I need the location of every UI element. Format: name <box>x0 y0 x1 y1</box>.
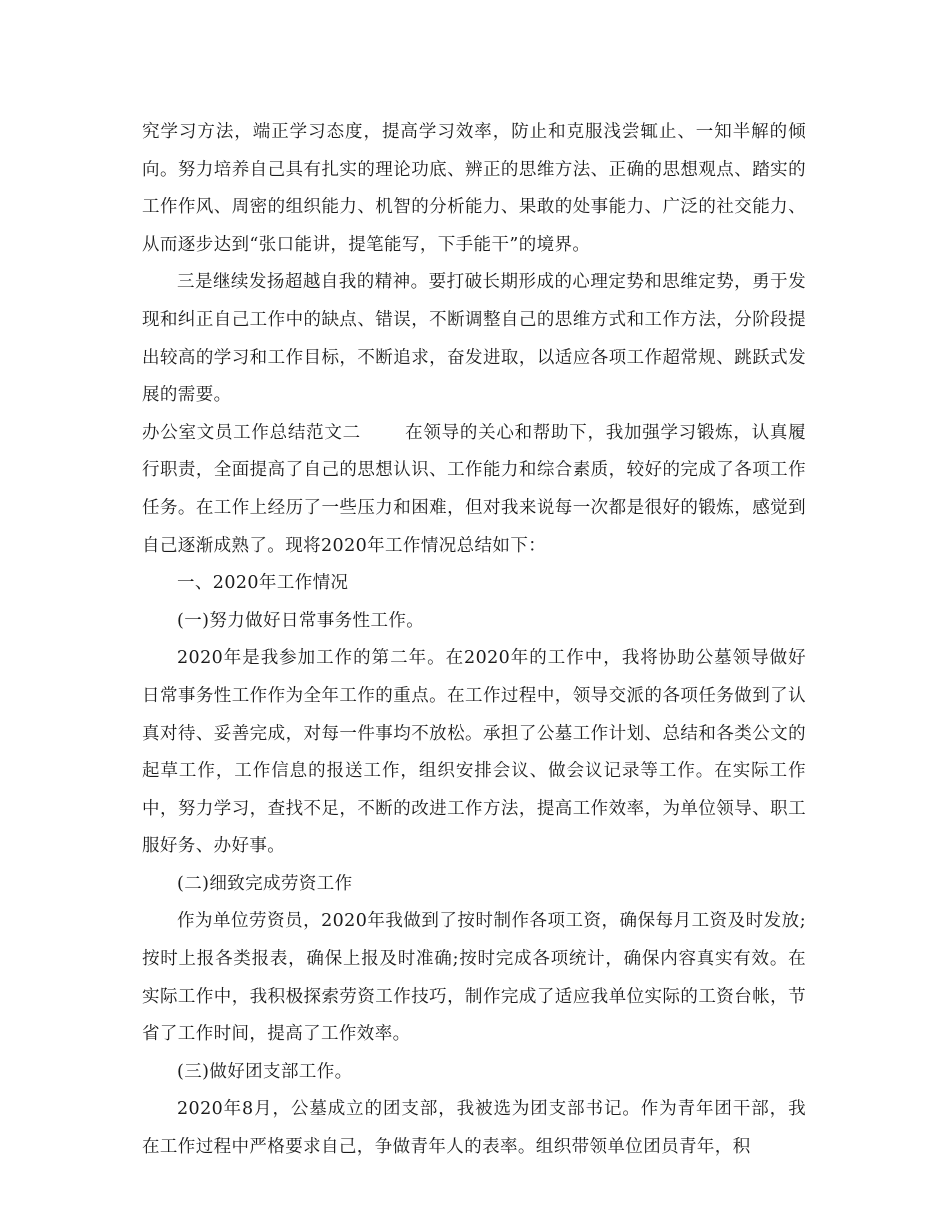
paragraph-payroll: 作为单位劳资员，2020年我做到了按时制作各项工资，确保每月工资及时发放;按时上报各类报表，确保上报及时准确;按时完成各项统计，确保内容真实有效。在实际工作中，我积极探索劳资工作技巧，制作完成了适应我单位实际的工资台帐，节省了工作时间，提高了工作效率。 <box>142 911 806 1045</box>
section-intro: 在领导的关心和帮助下，我加强学习锻炼，认真履行职责，全面提高了自己的思想认识、工作能力和综合素质，较好的完成了各项工作任务。在工作上经历了一些压力和困难，但对我来说每一次都是很好的锻炼，感觉到自己逐渐成熟了。现将2020年工作情况总结如下： <box>142 422 806 556</box>
heading-work-status: 一、2020年工作情况 <box>177 573 349 594</box>
subheading-payroll: (二)细致完成劳资工作 <box>177 873 353 894</box>
document-page <box>142 114 806 1167</box>
subheading-youth-league: (三)做好团支部工作。 <box>177 1061 353 1082</box>
section-heading: 办公室文员工作总结范文二 <box>142 422 361 443</box>
paragraph-daily-work: 2020年是我参加工作的第二年。在2020年的工作中，我将协助公墓领导做好日常事务性工作作为全年工作的重点。在工作过程中，领导交派的各项任务做到了认真对待、妥善完成，对每一件事均不放松。承担了公墓工作计划、总结和各类公文的起草工作，工作信息的报送工作，组织安排会议、做会议记录等工作。在实际工作中，努力学习，查找不足，不断的改进工作方法，提高工作效率，为单位领导、职工服好务、办好事。 <box>142 648 806 857</box>
paragraph-self-surpass: 三是继续发扬超越自我的精神。要打破长期形成的心理定势和思维定势，勇于发现和纠正自己工作中的缺点、错误，不断调整自己的思维方式和工作方法，分阶段提出较高的学习和工作目标，不断追求，奋发进取，以适应各项工作超常规、跳跃式发展的需要。 <box>142 272 806 406</box>
subheading-daily-work: (一)努力做好日常事务性工作。 <box>177 610 425 631</box>
paragraph-study-methods: 究学习方法，端正学习态度，提高学习效率，防止和克服浅尝辄止、一知半解的倾向。努力培养自己具有扎实的理论功底、辨正的思维方法、正确的思想观点、踏实的工作作风、周密的组织能力、机智的分析能力、果敢的处事能力、广泛的社交能力、从而逐步达到“张口能讲，提笔能写，下手能干”的境界。 <box>142 122 806 255</box>
paragraph-section-two <box>142 415 806 565</box>
paragraph-youth-league: 2020年8月，公墓成立的团支部，我被选为团支部书记。作为青年团干部，我在工作过程中严格要求自己，争做青年人的表率。组织带领单位团员青年，积 <box>142 1099 806 1158</box>
